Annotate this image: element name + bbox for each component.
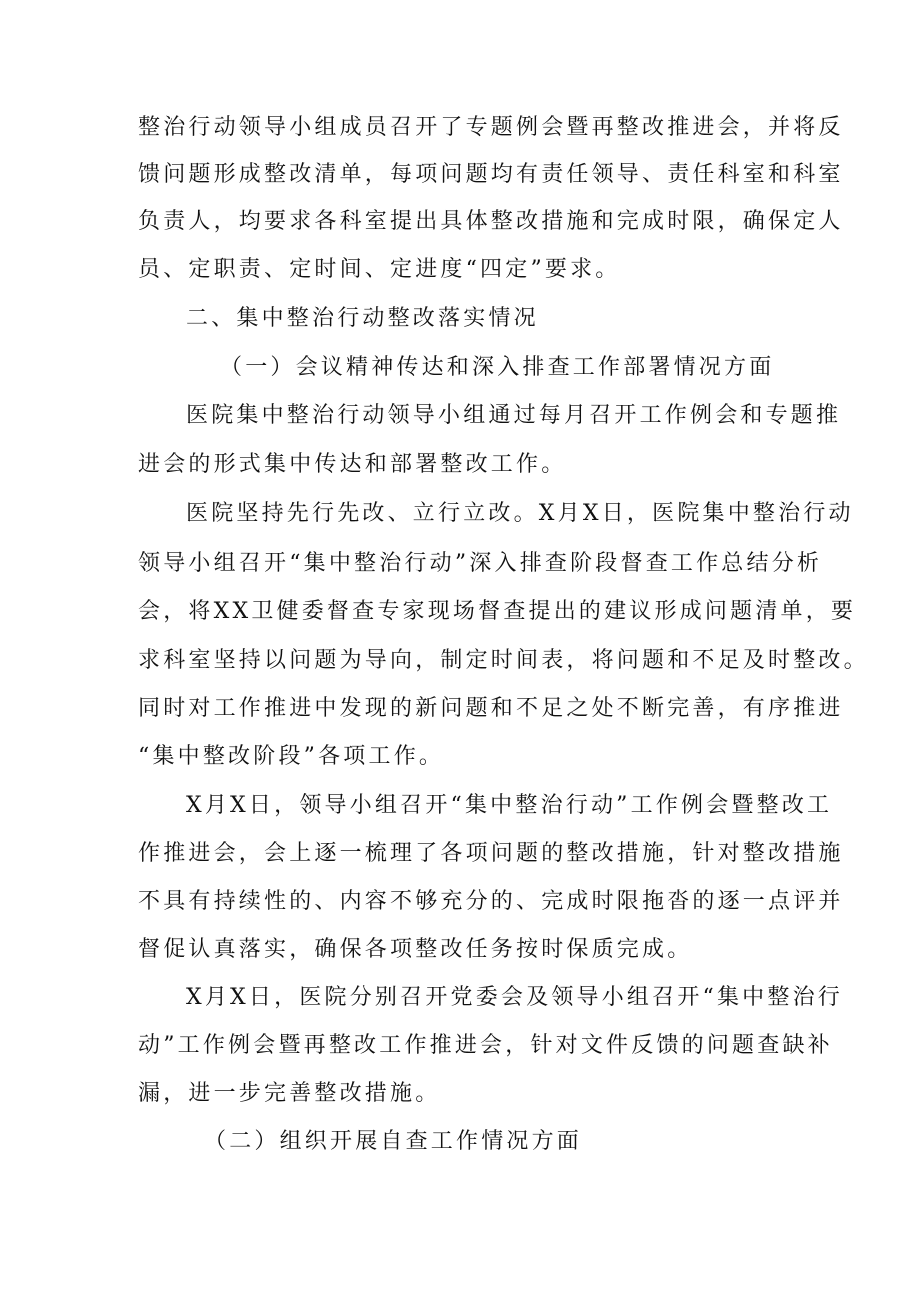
paragraph-line: 医院坚持先行先改、立行立改。X月X日，医院集中整治行动 (186, 501, 854, 526)
paragraph-line: 作推进会，会上逐一梳理了各项问题的整改措施，针对整改措施 (138, 841, 844, 866)
paragraph-line: 员、定职责、定时间、定进度“四定”要求。 (138, 257, 621, 282)
paragraph-line: 领导小组召开“集中整治行动”深入排查阶段督查工作总结分析 (138, 551, 823, 576)
paragraph-line: X月X日，领导小组召开“集中整治行动”工作例会暨整改工 (186, 793, 833, 818)
section-heading: 二、集中整治行动整改落实情况 (186, 306, 539, 331)
subsection-heading: （一）会议精神传达和深入排查工作部署情况方面 (220, 355, 775, 380)
paragraph-line: 医院集中整治行动领导小组通过每月召开工作例会和专题推 (186, 403, 842, 428)
paragraph-line: 同时对工作推进中发现的新问题和不足之处不断完善，有序推进 (138, 696, 844, 721)
paragraph-line: 漏，进一步完善整改措施。 (138, 1081, 441, 1106)
paragraph-line: 馈问题形成整改清单，每项问题均有责任领导、责任科室和科室 (138, 162, 844, 187)
paragraph-line: 负责人，均要求各科室提出具体整改措施和完成时限，确保定人 (138, 209, 844, 234)
paragraph-line: 整治行动领导小组成员召开了专题例会暨再整改推进会，并将反 (138, 115, 844, 140)
paragraph-line: X月X日，医院分别召开党委会及领导小组召开“集中整治行 (186, 985, 843, 1010)
paragraph-line: “集中整改阶段”各项工作。 (138, 744, 445, 769)
paragraph-line: 求科室坚持以问题为导向，制定时间表，将问题和不足及时整改。 (138, 648, 869, 673)
subsection-heading: （二）组织开展自查工作情况方面 (204, 1129, 583, 1154)
paragraph-line: 动”工作例会暨再整改工作推进会，针对文件反馈的问题查缺补 (138, 1033, 833, 1058)
paragraph-line: 督促认真落实，确保各项整改任务按时保质完成。 (138, 937, 693, 962)
paragraph-line: 会，将XX卫健委督查专家现场督查提出的建议形成问题清单，要 (138, 599, 857, 624)
paragraph-line: 进会的形式集中传达和部署整改工作。 (138, 452, 567, 477)
paragraph-line: 不具有持续性的、内容不够充分的、完成时限拖沓的逐一点评并 (138, 889, 844, 914)
